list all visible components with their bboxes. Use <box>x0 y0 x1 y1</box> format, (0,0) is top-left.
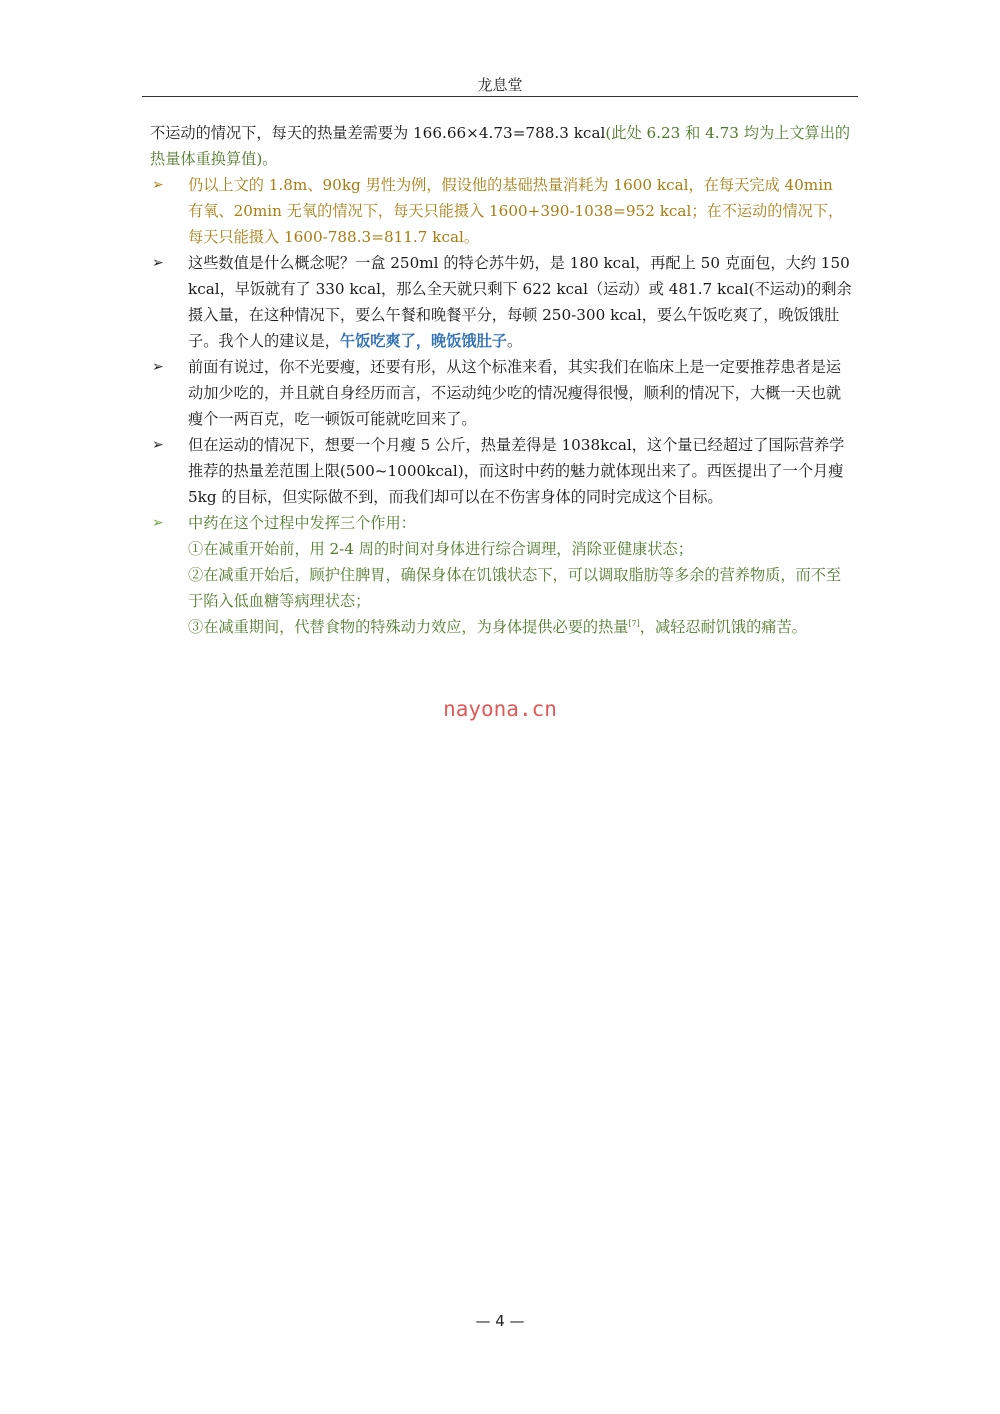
page-number: — 4 — <box>475 1312 525 1330</box>
intro-note: (此处 6.23 和 4.73 均为上文算出的热量体重换算值)。 <box>150 124 851 168</box>
watermark-text: nayona.cn <box>443 697 557 721</box>
bullet-end-2: 。 <box>506 332 523 350</box>
intro-paragraph <box>150 120 852 172</box>
reference-marker: [7] <box>628 618 640 628</box>
bullet-5-item-2: ②在减重开始后，顾护住脾胃，确保身体在饥饿状态下，可以调取脂肪等多余的营养物质，而不至于陷入低血糖等病理状态； <box>188 566 842 610</box>
header-divider <box>142 96 858 97</box>
bullet-item-1 <box>150 172 852 250</box>
arrow-bullet-icon: ➢ <box>152 255 164 271</box>
bullet-5-item-3-end: ，减轻忍耐饥饿的痛苦。 <box>639 618 807 636</box>
bullet-item-4 <box>150 432 852 510</box>
bullet-text-3: 前面有说过，你不光要瘦，还要有形，从这个标准来看，其实我们在临床上是一定要推荐患者是运动加少吃的，并且就自身经历而言，不运动纯少吃的情况瘦得很慢，顺利的情况下，大概一天也就瘦个一两百克，吃一顿饭可能就吃回来了。 <box>188 358 842 428</box>
bullet-item-3 <box>150 354 852 432</box>
arrow-bullet-icon: ➢ <box>152 177 164 193</box>
bullet-5-title: 中药在这个过程中发挥三个作用： <box>188 514 416 532</box>
bullet-highlight-2: 午饭吃爽了，晚饭饿肚子 <box>339 332 507 350</box>
bullet-text-4: 但在运动的情况下，想要一个月瘦 5 公斤，热量差得是 1038kcal，这个量已经超过了国际营养学推荐的热量差范围上限(500~1000kcal)，而这时中药的魅力就体现出来了。西医提出了一个月瘦 5kg 的目标，但实际做不到，而我们却可以在不伤害身体的同时完成这个目标。 <box>188 436 845 506</box>
bullet-5-item-3-text: ③在减重期间，代替食物的特殊动力效应，为身体提供必要的热量 <box>188 618 629 636</box>
document-body <box>150 120 852 640</box>
bullet-text-1: 仍以上文的 1.8m、90kg 男性为例，假设他的基础热量消耗为 1600 kcal，在每天完成 40min 有氧、20min 无氧的情况下，每天只能摄入 1600+390-1038=952 kcal；在不运动的情况下，每天只能摄入 1600-788.3=811.7 kcal。 <box>188 176 844 246</box>
bullet-5-item-1: ①在减重开始前，用 2-4 周的时间对身体进行综合调理，消除亚健康状态； <box>188 540 693 558</box>
page-header-title: 龙息堂 <box>477 76 523 94</box>
arrow-bullet-icon: ➢ <box>152 515 164 531</box>
bullet-text-2: 这些数值是什么概念呢？一盒 250ml 的特仑苏牛奶，是 180 kcal，再配上 50 克面包，大约 150 kcal，早饭就有了 330 kcal，那么全天就只剩下 622 kcal（运动）或 481.7 kcal(不运动)的剩余摄入量，在这种情况下，要么午餐和晚餐平分，每顿 250-300 kcal，要么午饭吃爽了，晚饭饿肚子。我个人的建议是， <box>188 254 852 350</box>
bullet-item-2 <box>150 250 852 354</box>
arrow-bullet-icon: ➢ <box>152 437 164 453</box>
intro-text: 不运动的情况下，每天的热量差需要为 166.66×4.73=788.3 kcal <box>150 124 606 142</box>
bullet-5-item-3 <box>188 614 852 640</box>
bullet-item-5 <box>150 510 852 640</box>
arrow-bullet-icon: ➢ <box>152 359 164 375</box>
